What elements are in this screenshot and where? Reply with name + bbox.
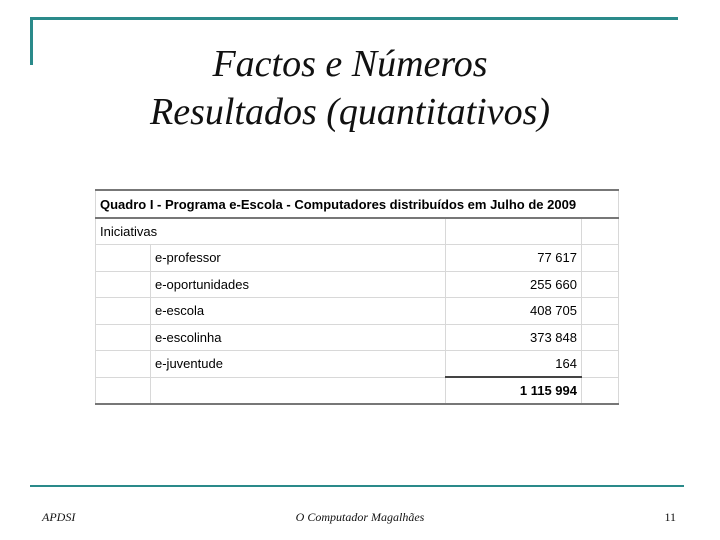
table-section-row xyxy=(96,218,619,245)
table-row xyxy=(96,245,619,272)
row-value: 373 848 xyxy=(446,324,582,351)
table-caption: Quadro I - Programa e-Escola - Computadores distribuídos em Julho de 2009 xyxy=(96,190,619,218)
table-row xyxy=(96,351,619,378)
row-name: e-juventude xyxy=(151,351,446,378)
row-name: e-professor xyxy=(151,245,446,272)
table-total-row xyxy=(96,377,619,404)
table-row xyxy=(96,298,619,325)
table-row xyxy=(96,271,619,298)
title-line-1: Factos e Números xyxy=(212,43,488,85)
frame-top-line xyxy=(30,17,678,20)
slide-title xyxy=(60,40,640,136)
section-label: Iniciativas xyxy=(96,218,446,245)
row-value: 164 xyxy=(446,351,582,378)
title-line-2: Resultados (quantitativos) xyxy=(149,91,551,133)
table-caption-row xyxy=(96,190,619,218)
frame-left-line xyxy=(30,17,33,65)
data-table xyxy=(95,189,619,405)
page-number: 11 xyxy=(664,510,676,524)
row-name: e-escola xyxy=(151,298,446,325)
table-row xyxy=(96,324,619,351)
footer-organization: APDSI xyxy=(42,510,76,524)
row-name: e-oportunidades xyxy=(151,271,446,298)
row-value: 408 705 xyxy=(446,298,582,325)
row-value: 255 660 xyxy=(446,271,582,298)
total-value: 1 115 994 xyxy=(446,377,582,404)
footer-center-text: O Computador Magalhães xyxy=(295,510,425,524)
row-name: e-escolinha xyxy=(151,324,446,351)
frame-bottom-line xyxy=(30,485,684,487)
row-value: 77 617 xyxy=(446,245,582,272)
